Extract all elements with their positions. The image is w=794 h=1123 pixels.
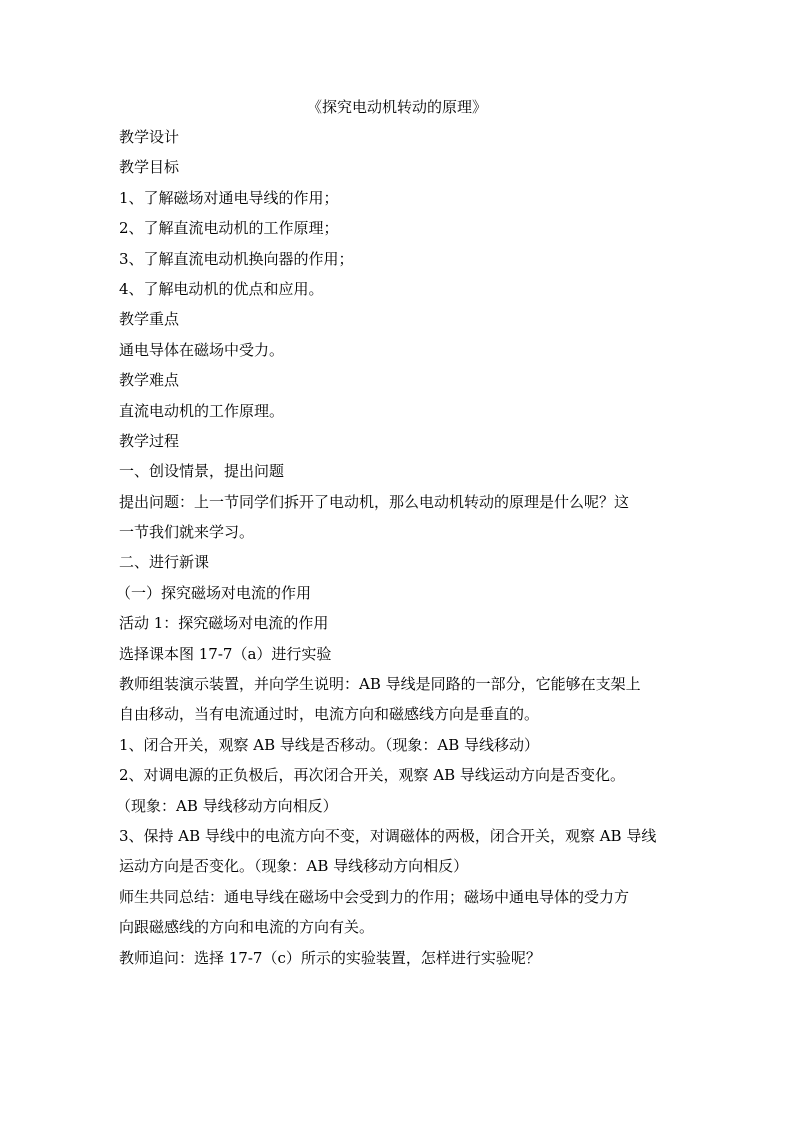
- paragraph-line: 自由移动，当有电流通过时，电流方向和磁感线方向是垂直的。: [119, 705, 540, 724]
- paragraph-line: 教师组装演示装置，并向学生说明：AB 导线是同路的一部分，它能够在支架上: [119, 675, 641, 694]
- step-item-2: 2、对调电源的正负极后，再次闭合开关，观察 AB 导线运动方向是否变化。: [119, 766, 625, 785]
- section-heading-1: 一、创设情景，提出问题: [119, 462, 285, 481]
- heading-teaching-process: 教学过程: [119, 431, 180, 450]
- heading-teaching-design: 教学设计: [119, 128, 180, 146]
- paragraph-line: 选择课本图 17-7（a）进行实验: [119, 644, 332, 663]
- objective-item-1: 1、了解磁场对通电导线的作用；: [119, 188, 339, 207]
- heading-difficult-points: 教学难点: [119, 371, 180, 390]
- step-item-3: 3、保持 AB 导线中的电流方向不变，对调磁体的两极，闭合开关，观察 AB 导线: [119, 826, 657, 845]
- step-item-3-continued: 运动方向是否变化。（现象：AB 导线移动方向相反）: [119, 857, 469, 876]
- document-body: [116, 122, 679, 973]
- activity-heading: 活动 1：探究磁场对电流的作用: [119, 614, 329, 633]
- step-item-1: 1、闭合开关，观察 AB 导线是否移动。（现象：AB 导线移动）: [119, 735, 540, 754]
- summary-line: 向跟磁感线的方向和电流的方向有关。: [119, 918, 375, 937]
- heading-key-points: 教学重点: [119, 310, 180, 329]
- summary-line: 师生共同总结：通电导线在磁场中会受到力的作用；磁场中通电导体的受力方: [119, 887, 630, 906]
- heading-teaching-objectives: 教学目标: [119, 158, 180, 177]
- objective-item-4: 4、了解电动机的优点和应用。: [119, 279, 324, 298]
- section-heading-2: 二、进行新课: [119, 553, 210, 572]
- difficult-point-text: 直流电动机的工作原理。: [119, 401, 285, 420]
- objective-item-2: 2、了解直流电动机的工作原理；: [119, 219, 339, 238]
- paragraph-line: 一节我们就来学习。: [119, 523, 255, 542]
- subsection-heading-1: （一）探究磁场对电流的作用: [116, 583, 312, 602]
- paragraph-line: 提出问题：上一节同学们拆开了电动机，那么电动机转动的原理是什么呢？这: [119, 492, 630, 511]
- key-point-text: 通电导体在磁场中受力。: [119, 340, 285, 359]
- step-item-2-result: （现象：AB 导线移动方向相反）: [116, 796, 338, 815]
- document-title: 《探究电动机转动的原理》: [306, 98, 487, 116]
- question-line: 教师追问：选择 17-7（c）所示的实验装置，怎样进行实验呢？: [119, 948, 541, 967]
- objective-item-3: 3、了解直流电动机换向器的作用；: [119, 249, 354, 268]
